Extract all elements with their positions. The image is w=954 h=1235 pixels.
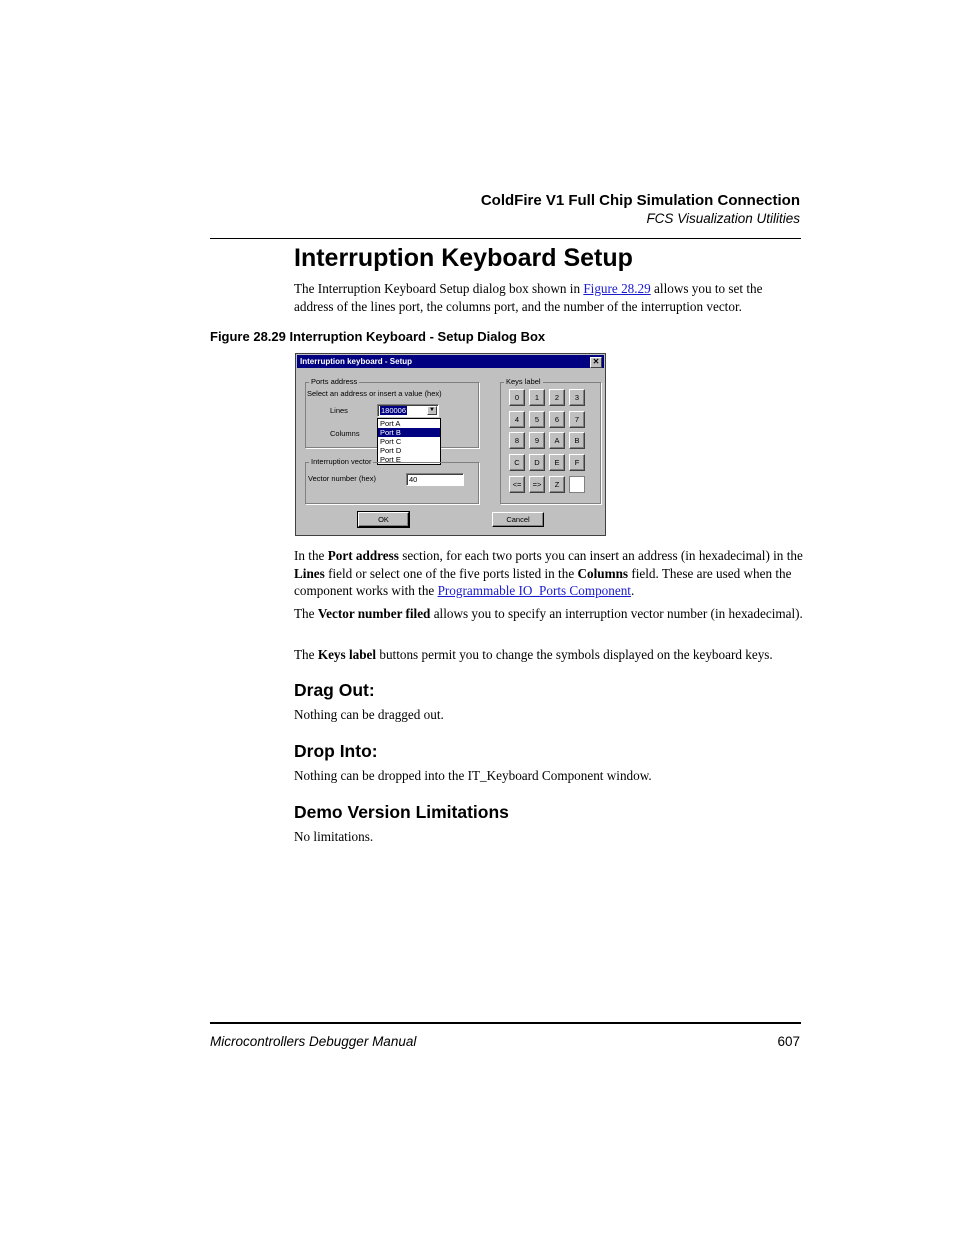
vector-number-input[interactable]: 40: [406, 473, 464, 486]
key-button[interactable]: 9: [529, 432, 545, 449]
p1-text: In the: [294, 548, 328, 563]
key-button[interactable]: F: [569, 454, 585, 471]
port-address-paragraph: [294, 547, 804, 600]
p1-text: section, for each two ports you can insert an address (in hexadecimal) in the: [398, 548, 803, 563]
key-button[interactable]: 6: [549, 411, 565, 428]
dropdown-option[interactable]: Port D: [380, 446, 402, 455]
key-button[interactable]: E: [549, 454, 565, 471]
instruction-label: Select an address or insert a value (hex): [307, 389, 442, 398]
running-header-subtitle: FCS Visualization Utilities: [646, 211, 800, 226]
p2-text: allows you to specify an interruption vector number (in hexadecimal).: [430, 606, 803, 621]
p2-text: The: [294, 606, 318, 621]
footer-manual-title: Microcontrollers Debugger Manual: [210, 1034, 417, 1049]
running-header-title: ColdFire V1 Full Chip Simulation Connection: [480, 192, 800, 209]
ports-address-label: Ports address: [311, 377, 358, 386]
dropdown-option-selected[interactable]: Port B: [378, 428, 440, 437]
setup-dialog-screenshot: [295, 353, 606, 536]
key-button[interactable]: B: [569, 432, 585, 449]
key-button[interactable]: D: [529, 454, 545, 471]
close-icon[interactable]: ✕: [590, 357, 602, 368]
p1-text: field or select one of the five ports listed in the: [324, 565, 578, 581]
key-button[interactable]: 0: [509, 389, 525, 406]
cancel-button[interactable]: Cancel: [492, 512, 544, 527]
key-button[interactable]: =>: [529, 476, 545, 493]
figure-link[interactable]: Figure 28.29: [583, 281, 651, 296]
dropdown-option[interactable]: Port C: [380, 437, 402, 446]
header-rule: [210, 238, 801, 239]
key-button[interactable]: C: [509, 454, 525, 471]
columns-dropdown-list[interactable]: [377, 418, 441, 465]
p2-bold: Vector number filed: [317, 606, 431, 621]
dialog-title: Interruption keyboard - Setup: [300, 357, 413, 366]
keys-label-title: Keys label: [506, 377, 541, 386]
key-button[interactable]: 3: [569, 389, 585, 406]
lines-value: 180006: [381, 406, 407, 415]
columns-label: Columns: [330, 429, 360, 438]
key-field-blank[interactable]: [569, 476, 585, 493]
footer-rule: [210, 1022, 801, 1024]
drop-into-text: Nothing can be dropped into the IT_Keyboard Component window.: [294, 768, 652, 783]
vector-number-paragraph: [294, 605, 804, 623]
key-button[interactable]: Z: [549, 476, 565, 493]
p1-bold: Port address: [327, 548, 399, 563]
dropdown-option[interactable]: Port E: [380, 455, 401, 464]
p1-bold: Columns: [577, 565, 629, 581]
demo-limitations-text: No limitations.: [294, 829, 374, 844]
p3-bold: Keys label: [317, 647, 377, 662]
key-button[interactable]: 1: [529, 389, 545, 406]
keys-label-paragraph: [294, 646, 804, 664]
lines-combo[interactable]: [377, 404, 439, 417]
demo-limitations-heading: Demo Version Limitations: [294, 802, 509, 822]
p1-text: .: [630, 583, 635, 598]
chevron-down-icon[interactable]: ▼: [427, 406, 437, 415]
figure-caption: Figure 28.29 Interruption Keyboard - Setup Dialog Box: [210, 329, 546, 344]
dropdown-option[interactable]: Port A: [380, 419, 401, 428]
lines-label: Lines: [330, 406, 348, 415]
key-button[interactable]: A: [549, 432, 565, 449]
key-button[interactable]: 7: [569, 411, 585, 428]
key-button[interactable]: 8: [509, 432, 525, 449]
ok-button[interactable]: OK: [358, 512, 409, 527]
dialog-title-bar: [297, 355, 604, 368]
drag-out-text: Nothing can be dragged out.: [294, 707, 444, 722]
drop-into-heading: Drop Into:: [294, 741, 378, 761]
vector-number-label: Vector number (hex): [308, 474, 376, 483]
p1-bold: Lines: [294, 565, 325, 581]
key-button[interactable]: <=: [509, 476, 525, 493]
intro-text-1: The Interruption Keyboard Setup dialog box shown in: [294, 281, 584, 296]
page-number: 607: [777, 1034, 800, 1049]
p1-text: field. These are used when the component works with the: [294, 565, 792, 598]
p3-text: The: [294, 647, 318, 662]
drag-out-heading: Drag Out:: [294, 680, 375, 700]
p3-text: buttons permit you to change the symbols displayed on the keyboard keys.: [376, 647, 773, 662]
intro-paragraph: [294, 280, 804, 315]
key-button[interactable]: 4: [509, 411, 525, 428]
io-ports-component-link[interactable]: Programmable IO_Ports Component: [437, 583, 631, 598]
interruption-vector-label: Interruption vector: [311, 457, 372, 466]
intro-text-2: allows you to set the address of the lines port, the columns port, and the number of the interruption vector.: [294, 281, 763, 314]
key-button[interactable]: 2: [549, 389, 565, 406]
section-title: Interruption Keyboard Setup: [294, 244, 633, 272]
key-button[interactable]: 5: [529, 411, 545, 428]
